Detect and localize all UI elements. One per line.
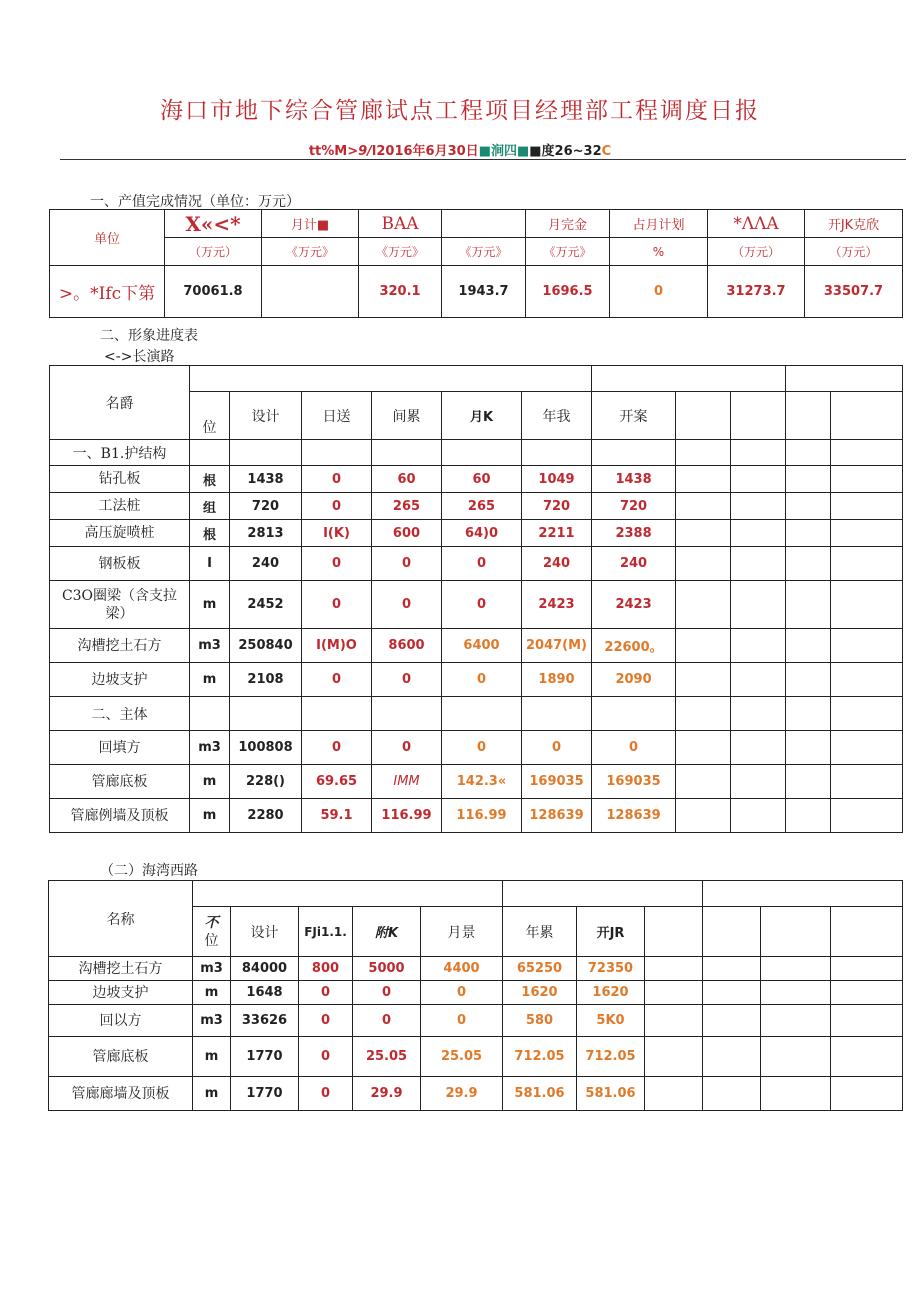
empty-cell [676,765,731,799]
report-title: 海口市地下综合管廊试点工程项目经理部工程调度日报 [160,98,760,124]
header-span-b [503,881,703,907]
row-name: 高压旋喷桩 [50,520,190,547]
row-value-2: 25.05 [353,1037,421,1077]
subtitle-part-b: 9/ [358,144,372,159]
empty-cell [786,765,831,799]
row-value-2: 5000 [353,957,421,981]
row-value-4: 1890 [522,663,592,697]
progress-table-haiwan [48,880,903,1111]
row-value-4: 128639 [522,799,592,833]
empty-cell [831,1005,903,1037]
unit-cell-3: 《万元》 [359,238,442,266]
unit-cell-7: （万元） [708,238,805,266]
row-name: 管廊底板 [50,765,190,799]
empty-col-header-2 [731,392,786,440]
empty-cell [731,520,786,547]
col-header-3: BAA [359,210,442,238]
empty-cell [761,1037,831,1077]
row-value-2: 0 [372,731,442,765]
value-cell-7: 31273.7 [708,266,805,318]
row-value-5: 128639 [592,799,676,833]
row-value-1: I(M)O [302,629,372,663]
row-value-3: 0 [442,581,522,629]
row-value-1: 0 [302,581,372,629]
row-value-5: 1620 [577,981,645,1005]
empty-cell [831,520,903,547]
empty-cell [645,957,703,981]
empty-cell [831,493,903,520]
empty-col-header-1 [645,907,703,957]
row-unit: m [193,981,231,1005]
row-unit: m [190,663,230,697]
empty-cell [703,957,761,981]
empty-col-header-1 [676,392,731,440]
output-value-table [49,209,903,318]
table-row [50,799,903,833]
empty-cell [786,663,831,697]
col-year-header: 年累 [503,907,577,957]
row-value-2: 29.9 [353,1077,421,1111]
section2-subtitle: <->长演路 [104,349,175,365]
empty-cell [786,466,831,493]
subtitle-date: l2016年6月30日 [371,144,479,159]
section3-title: （二）海湾西路 [100,863,198,879]
col-month-header: 月景 [421,907,503,957]
header-rule [60,159,906,160]
row-name: 边坡支护 [49,981,193,1005]
row-value-5: 712.05 [577,1037,645,1077]
row-value-1: 0 [302,466,372,493]
empty-cell [645,1005,703,1037]
row-value-3: 116.99 [442,799,522,833]
unit-cell-8: （万元） [805,238,903,266]
header-span-a [190,366,592,392]
row-value-0: 1770 [231,1037,299,1077]
empty-cell [676,663,731,697]
row-value-3: 0 [442,663,522,697]
group-label-2: 二、主体 [50,697,190,731]
row-value-5: 240 [592,547,676,581]
row-label: >。*Ifc下第 [50,266,165,318]
value-cell-2 [262,266,359,318]
col-year-header: 年我 [522,392,592,440]
empty-cell [761,981,831,1005]
table-row [49,1005,903,1037]
row-value-1: 0 [299,1037,353,1077]
row-value-1: 69.65 [302,765,372,799]
row-value-3: 265 [442,493,522,520]
row-unit: 组 [190,493,230,520]
row-value-3: 29.9 [421,1077,503,1111]
table-row [50,663,903,697]
empty-cell [676,466,731,493]
row-value-1: 800 [299,957,353,981]
empty-col-header-2 [703,907,761,957]
row-value-5: 72350 [577,957,645,981]
row-value-4: 581.06 [503,1077,577,1111]
empty-col-header-4 [831,907,903,957]
row-value-2: 0 [372,547,442,581]
table-row [50,493,903,520]
table-row [49,1037,903,1077]
row-unit: m [193,1037,231,1077]
empty-cell [703,1077,761,1111]
row-unit: 根 [190,466,230,493]
empty-cell [731,765,786,799]
empty-col-header-3 [761,907,831,957]
row-value-5: 581.06 [577,1077,645,1111]
row-name: 管廊底板 [49,1037,193,1077]
empty-cell [831,765,903,799]
empty-cell [703,1005,761,1037]
col-month-header: 月K [442,392,522,440]
row-value-3: 0 [442,547,522,581]
empty-cell [831,466,903,493]
row-value-0: 240 [230,547,302,581]
empty-cell [645,1037,703,1077]
value-cell-6: 0 [610,266,708,318]
empty-cell [761,1005,831,1037]
section2-title: 二、形象进度表 [100,328,198,344]
row-name: 管廊廊墙及顶板 [49,1077,193,1111]
row-value-5: 5K0 [577,1005,645,1037]
subtitle-part-a: tt%M> [308,144,359,159]
empty-cell [703,1037,761,1077]
col-cumulative-header: 附K [353,907,421,957]
subtitle-temperature: ■度26~32 [529,144,602,159]
row-value-4: 2211 [522,520,592,547]
col-header-6: 占月计划 [610,210,708,238]
empty-cell [676,731,731,765]
header-span-a [193,881,503,907]
row-unit: m [190,799,230,833]
value-cell-4: 1943.7 [442,266,526,318]
row-value-5: 2388 [592,520,676,547]
row-name: 钻孔板 [50,466,190,493]
col-header-4 [442,210,526,238]
section1-title: 一、产值完成情况（单位：万元） [90,194,300,210]
row-value-3: 25.05 [421,1037,503,1077]
row-unit: I [190,547,230,581]
col-header-5: 月完金 [526,210,610,238]
row-name: 工法桩 [50,493,190,520]
row-value-4: 240 [522,547,592,581]
table-row [50,520,903,547]
empty-cell [731,466,786,493]
row-value-5: 2423 [592,581,676,629]
row-name: C3O圈梁（含支拉梁） [50,581,190,629]
empty-cell [676,547,731,581]
progress-table-changbin [49,365,903,833]
col-header-1: X«<* [165,210,262,238]
row-value-2: 0 [372,663,442,697]
row-value-0: 2108 [230,663,302,697]
row-value-5: 169035 [592,765,676,799]
empty-cell [831,1037,903,1077]
empty-cell [786,493,831,520]
empty-cell [831,731,903,765]
report-subtitle [0,140,920,159]
row-value-4: 720 [522,493,592,520]
row-value-4: 1049 [522,466,592,493]
row-value-4: 1620 [503,981,577,1005]
col-daily-header: 日送 [302,392,372,440]
empty-cell [676,520,731,547]
row-value-2: 0 [372,581,442,629]
empty-cell [786,799,831,833]
unit-cell-2: 《万元》 [262,238,359,266]
row-unit: m3 [190,629,230,663]
empty-col-header-3 [786,392,831,440]
row-value-1: 0 [299,981,353,1005]
row-value-3: 64)0 [442,520,522,547]
row-value-5: 1438 [592,466,676,493]
table-row [50,466,903,493]
table-row [50,731,903,765]
row-name: 回以方 [49,1005,193,1037]
table-row [49,981,903,1005]
row-value-5: 720 [592,493,676,520]
row-value-4: 65250 [503,957,577,981]
row-name: 沟槽挖土石方 [49,957,193,981]
row-value-2: 600 [372,520,442,547]
row-unit: m [190,765,230,799]
row-value-0: 100808 [230,731,302,765]
group-label-1-text: 一、B1.护结构 [72,445,167,462]
col-header-2: 月计■ [262,210,359,238]
row-value-4: 169035 [522,765,592,799]
unit-header-b: 位 [204,932,219,949]
table-row [49,1077,903,1111]
row-value-4: 0 [522,731,592,765]
row-value-1: 0 [302,663,372,697]
row-unit: m [190,581,230,629]
empty-cell [731,581,786,629]
table-row [50,581,903,629]
row-unit: m3 [193,1005,231,1037]
col-design-header: 设计 [231,907,299,957]
row-value-4: 712.05 [503,1037,577,1077]
row-value-0: 1648 [231,981,299,1005]
row-value-0: 250840 [230,629,302,663]
empty-cell [761,957,831,981]
row-value-2: IMM [372,765,442,799]
empty-cell [831,547,903,581]
row-value-4: 2423 [522,581,592,629]
unit-cell-5: 《万元》 [526,238,610,266]
row-value-3: 0 [421,1005,503,1037]
empty-cell [676,629,731,663]
row-value-2: 0 [353,1005,421,1037]
row-value-5: 22600。 [592,629,676,663]
row-value-3: 60 [442,466,522,493]
col-cumulative-header: 间累 [372,392,442,440]
empty-cell [731,799,786,833]
row-value-2: 60 [372,466,442,493]
empty-cell [645,981,703,1005]
empty-cell [831,663,903,697]
value-cell-1: 70061.8 [165,266,262,318]
empty-cell [645,1077,703,1111]
row-value-4: 580 [503,1005,577,1037]
row-value-3: 0 [421,981,503,1005]
empty-col-header-4 [831,392,903,440]
col-name-header: 名爵 [50,366,190,440]
subtitle-weekday: ■涧四■ [478,144,530,159]
row-unit: 根 [190,520,230,547]
row-value-0: 2452 [230,581,302,629]
progress-rows-b [50,731,903,833]
row-value-2: 265 [372,493,442,520]
row-value-1: 0 [299,1005,353,1037]
empty-cell [831,981,903,1005]
value-cell-3: 320.1 [359,266,442,318]
unit-cell-4: 《万元》 [442,238,526,266]
progress-rows-a [50,466,903,697]
row-value-2: 8600 [372,629,442,663]
subtitle-unit: C [601,144,612,159]
unit-header-a: 不 [204,914,219,931]
empty-cell [731,547,786,581]
table-row [49,957,903,981]
row-name: 沟槽挖土石方 [50,629,190,663]
table-row [50,547,903,581]
empty-cell [731,663,786,697]
value-cell-8: 33507.7 [805,266,903,318]
col-header-8: 开JK克欣 [805,210,903,238]
empty-cell [831,581,903,629]
empty-cell [786,629,831,663]
empty-cell [831,1077,903,1111]
row-value-3: 0 [442,731,522,765]
empty-cell [731,629,786,663]
row-unit: m3 [193,957,231,981]
row-name: 管廊例墙及顶板 [50,799,190,833]
row-name: 回填方 [50,731,190,765]
empty-cell [676,493,731,520]
col-unit-header: 单位 [50,210,165,266]
empty-cell [731,731,786,765]
empty-cell [703,981,761,1005]
empty-cell [786,581,831,629]
empty-cell [831,629,903,663]
row-value-3: 6400 [442,629,522,663]
col-total-header: 开案 [592,392,676,440]
empty-cell [676,799,731,833]
unit-cell-6: % [610,238,708,266]
row-unit: m3 [190,731,230,765]
col-unit-header [193,907,231,957]
row-value-2: 116.99 [372,799,442,833]
empty-cell [786,731,831,765]
row-value-5: 0 [592,731,676,765]
row-value-0: 228() [230,765,302,799]
header-span-c [703,881,903,907]
row-value-3: 142.3« [442,765,522,799]
col-total-header: 开JR [577,907,645,957]
col-unit-header: 位 [190,392,230,440]
row-value-1: 0 [302,547,372,581]
col-header-7: *ΛΛA [708,210,805,238]
row-value-3: 4400 [421,957,503,981]
col-daily-header: FJi1.1. [299,907,353,957]
row-value-1: 0 [302,731,372,765]
empty-cell [831,957,903,981]
empty-cell [761,1077,831,1111]
row-value-1: 0 [302,493,372,520]
empty-cell [731,493,786,520]
table-row [50,765,903,799]
header-span-c [786,366,903,392]
row-value-0: 1770 [231,1077,299,1111]
row-value-4: 2047(M) [522,629,592,663]
row-value-0: 84000 [231,957,299,981]
col-name-header: 名称 [49,881,193,957]
row-unit: m [193,1077,231,1111]
value-cell-5: 1696.5 [526,266,610,318]
row-value-0: 720 [230,493,302,520]
header-span-b [592,366,786,392]
unit-cell-1: （万元） [165,238,262,266]
row-value-0: 1438 [230,466,302,493]
empty-cell [676,581,731,629]
row-value-0: 2813 [230,520,302,547]
group-label-1 [50,440,190,466]
row-name: 边坡支护 [50,663,190,697]
empty-cell [831,799,903,833]
row-value-5: 2090 [592,663,676,697]
row-value-0: 2280 [230,799,302,833]
row-value-1: I(K) [302,520,372,547]
row-value-1: 0 [299,1077,353,1111]
row-value-2: 0 [353,981,421,1005]
col-design-header: 设计 [230,392,302,440]
table-row [50,629,903,663]
empty-cell [786,520,831,547]
progress-rows-c [49,957,903,1111]
row-value-1: 59.1 [302,799,372,833]
row-name: 钢板板 [50,547,190,581]
row-value-0: 33626 [231,1005,299,1037]
empty-cell [786,547,831,581]
